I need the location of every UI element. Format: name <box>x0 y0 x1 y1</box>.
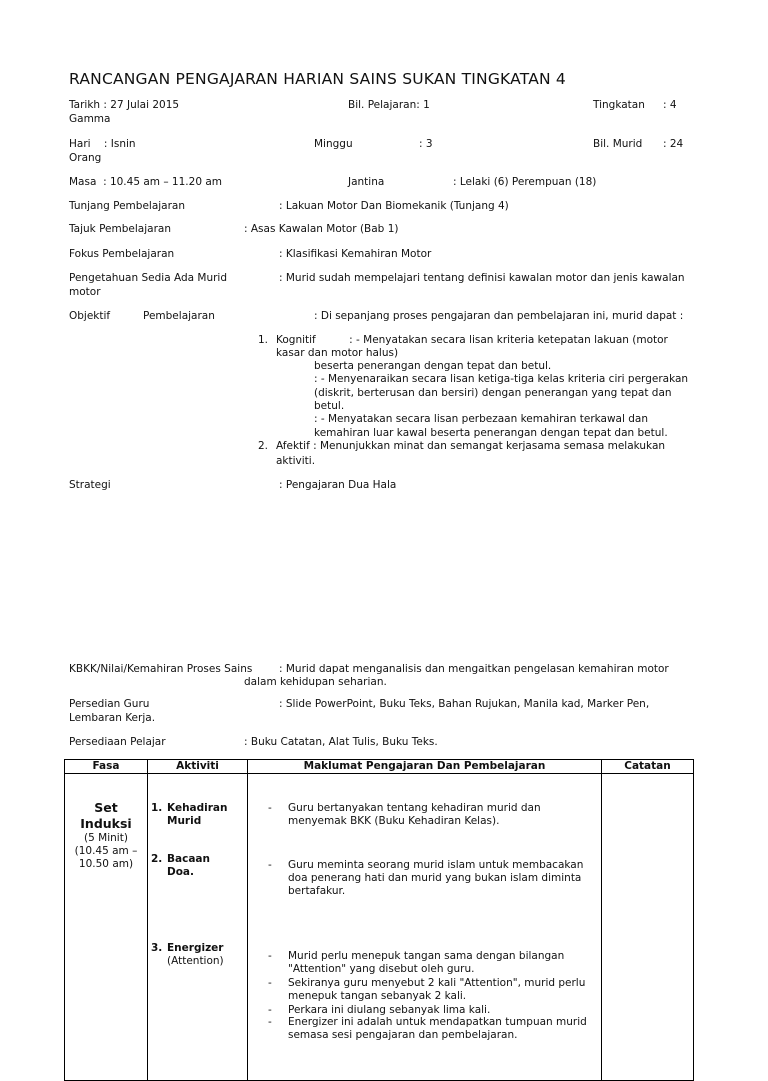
activity-title: Doa. <box>167 866 195 878</box>
fasa-time: 10.50 am) <box>78 858 134 870</box>
bullet-dash: - <box>268 859 272 871</box>
pengetahuan-cont: motor <box>69 286 101 298</box>
activity-subtitle: (Attention) <box>167 955 224 967</box>
fasa-name: Set <box>94 800 118 815</box>
bullet-dash: - <box>268 802 272 814</box>
persediaan-guru-value: : Slide PowerPoint, Buku Teks, Bahan Rujukan, Manila kad, Marker Pen, <box>279 698 650 710</box>
catatan-cell <box>602 774 694 1081</box>
tingkatan-value: : 4 <box>663 99 677 111</box>
fasa-time: (10.45 am – <box>74 845 138 857</box>
table-header-row <box>65 760 694 774</box>
objective-1-line: kasar dan motor halus) <box>276 347 399 359</box>
activity-title: Murid <box>167 815 202 827</box>
bil-murid-value: : 24 <box>663 138 684 150</box>
tajuk-label: Tajuk Pembelajaran <box>69 223 171 235</box>
header-aktiviti: Aktiviti <box>148 760 248 774</box>
fasa-cell <box>65 774 148 1081</box>
activity-title: Energizer <box>167 942 224 954</box>
tingkatan-cont: Gamma <box>69 113 111 125</box>
aktiviti-cell <box>148 774 248 1081</box>
header-fasa: Fasa <box>65 760 148 774</box>
header-maklumat: Maklumat Pengajaran Dan Pembelajaran <box>248 760 602 774</box>
fokus-value: : Klasifikasi Kemahiran Motor <box>279 248 432 260</box>
tunjang-label: Tunjang Pembelajaran <box>69 200 186 212</box>
bullet-dash: - <box>268 1016 272 1028</box>
pengetahuan-value: : Murid sudah mempelajari tentang definisi kawalan motor dan jenis kawalan <box>279 272 685 284</box>
objective-2-line: aktiviti. <box>276 455 316 467</box>
persediaan-guru-label: Persedian Guru <box>69 698 150 710</box>
pengetahuan-label: Pengetahuan Sedia Ada Murid <box>69 272 228 284</box>
bullet-dash: - <box>268 1004 272 1016</box>
hari-field: Hari : Isnin <box>69 138 136 150</box>
tajuk-value: : Asas Kawalan Motor (Bab 1) <box>244 223 399 235</box>
fokus-label: Fokus Pembelajaran <box>69 248 175 260</box>
objective-2-line: Afektif : Menunjukkan minat dan semangat kerjasama semasa melakukan <box>276 440 666 452</box>
objective-1-line: kemahiran luar kawal beserta penerangan dengan tepat dan betul. <box>314 427 668 439</box>
objektif-label-2: Pembelajaran <box>143 310 215 322</box>
bil-murid-cont: Orang <box>69 152 102 164</box>
kbkk-label: KBKK/Nilai/Kemahiran Proses Sains <box>69 663 253 675</box>
lesson-plan-table <box>64 759 694 1081</box>
activity-number: 3. <box>151 942 163 954</box>
objective-1-number: 1. <box>258 334 269 346</box>
strategi-label: Strategi <box>69 479 111 491</box>
tarikh-field: Tarikh : 27 Julai 2015 <box>69 99 180 111</box>
bullet-text: Murid perlu menepuk tangan sama dengan bilangan "Attention" yang disebut oleh guru. <box>288 950 565 975</box>
bil-murid-label: Bil. Murid <box>593 138 643 150</box>
table-row <box>65 774 694 1081</box>
fasa-duration: (5 Minit) <box>84 832 128 844</box>
jantina-label: Jantina <box>348 176 385 188</box>
header-catatan: Catatan <box>602 760 694 774</box>
minggu-value: : 3 <box>419 138 433 150</box>
persediaan-pelajar-value: : Buku Catatan, Alat Tulis, Buku Teks. <box>244 736 438 748</box>
bullet-text: Energizer ini adalah untuk mendapatkan tumpuan murid semasa sesi pengajaran dan pembelajaran. <box>288 1016 587 1041</box>
kbkk-value: : Murid dapat menganalisis dan mengaitkan pengelasan kemahiran motor <box>279 663 669 675</box>
objective-1-line: : - Menyatakan secara lisan perbezaan kemahiran terkawal dan <box>314 413 648 425</box>
objective-1-line: Kognitif : - Menyatakan secara lisan kriteria ketepatan lakuan (motor <box>276 334 668 346</box>
masa-field: Masa : 10.45 am – 11.20 am <box>69 176 222 188</box>
bullet-dash: - <box>268 977 272 989</box>
kbkk-cont: dalam kehidupan seharian. <box>244 676 387 688</box>
objective-1-line: betul. <box>314 400 345 412</box>
bullet-text: Guru meminta seorang murid islam untuk membacakan doa penerang hati dan murid yang bukan islam diminta bertafakur. <box>288 859 584 897</box>
maklumat-cell <box>248 774 602 1081</box>
bullet-text: Perkara ini diulang sebanyak lima kali. <box>288 1004 491 1016</box>
objective-1-line: (diskrit, berterusan dan bersiri) dengan penerangan yang tepat dan <box>314 387 672 399</box>
activity-title: Bacaan <box>167 853 210 865</box>
objektif-value: : Di sepanjang proses pengajaran dan pembelajaran ini, murid dapat : <box>314 310 684 322</box>
bil-pelajaran-field: Bil. Pelajaran: 1 <box>348 99 430 111</box>
minggu-label: Minggu <box>314 138 353 150</box>
objective-1-line: : - Menyenaraikan secara lisan ketiga-tiga kelas kriteria ciri pergerakan <box>314 373 689 385</box>
strategi-value: : Pengajaran Dua Hala <box>279 479 397 491</box>
objektif-label: Objektif <box>69 310 111 322</box>
bullet-dash: - <box>268 950 272 962</box>
tunjang-value: : Lakuan Motor Dan Biomekanik (Tunjang 4) <box>279 200 509 212</box>
document-title: RANCANGAN PENGAJARAN HARIAN SAINS SUKAN TINGKATAN 4 <box>69 70 566 88</box>
bullet-text: Sekiranya guru menyebut 2 kali "Attention", murid perlu menepuk tangan sebanyak 2 kali. <box>288 977 586 1002</box>
bullet-text: Guru bertanyakan tentang kehadiran murid dan menyemak BKK (Buku Kehadiran Kelas). <box>288 802 541 827</box>
persediaan-pelajar-label: Persediaan Pelajar <box>69 736 166 748</box>
jantina-value: : Lelaki (6) Perempuan (18) <box>453 176 597 188</box>
objective-1-line: beserta penerangan dengan tepat dan betul. <box>314 360 552 372</box>
objective-2-number: 2. <box>258 440 269 452</box>
persediaan-guru-cont: Lembaran Kerja. <box>69 712 156 724</box>
tingkatan-label: Tingkatan <box>593 99 645 111</box>
fasa-name: Induksi <box>80 816 132 831</box>
activity-number: 1. <box>151 802 163 814</box>
activity-title: Kehadiran <box>167 802 228 814</box>
activity-number: 2. <box>151 853 163 865</box>
